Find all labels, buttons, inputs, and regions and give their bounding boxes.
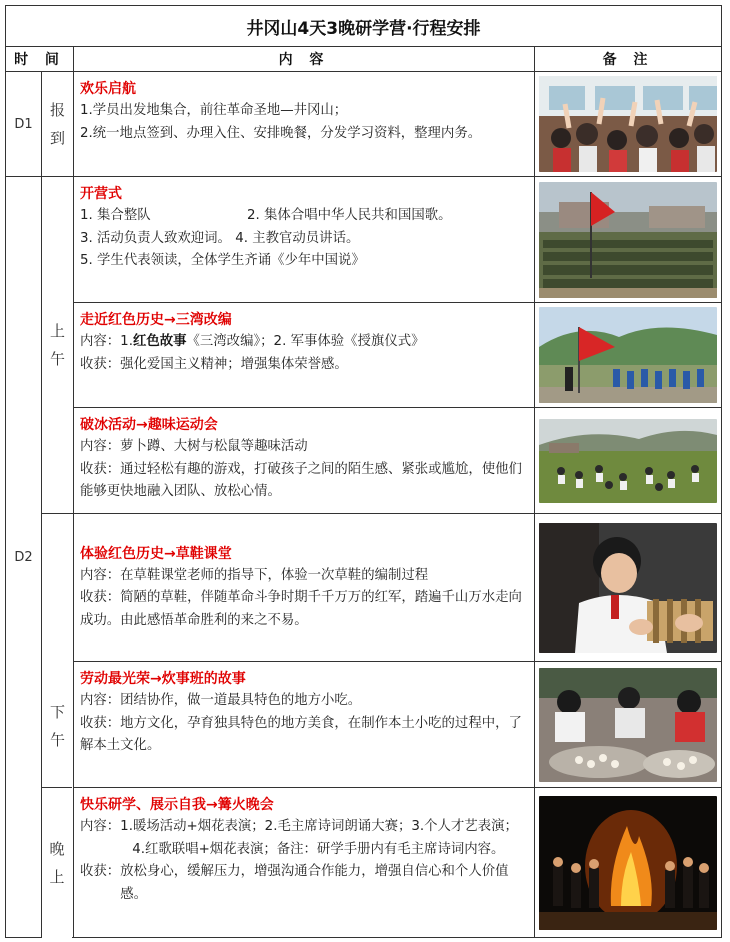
section-7	[74, 788, 535, 938]
day-d1: D1	[6, 72, 42, 177]
header-time: 时 间	[6, 47, 74, 72]
section-line: 1.学员出发地集合，前往革命圣地—井冈山；	[80, 103, 348, 118]
photo-cell	[535, 788, 722, 938]
field-games-photo	[539, 419, 717, 503]
section-title: 快乐研学、展示自我→篝火晚会	[80, 797, 274, 813]
bonfire-party-photo	[539, 796, 717, 930]
photo-cell	[535, 514, 722, 662]
section-line: 内容：萝卜蹲、大树与松鼠等趣味活动	[80, 439, 308, 454]
period-afternoon-label: 下午	[50, 702, 66, 749]
section-line	[80, 331, 528, 354]
section-line: 内容：团结协作，做一道最具特色的地方小吃。	[80, 693, 362, 708]
section-title: 走近红色历史→三湾改编	[80, 312, 232, 328]
period-morning	[42, 177, 74, 514]
period-morning-label: 上午	[50, 322, 66, 368]
section-5	[74, 514, 535, 662]
page-title: 井冈山4天3晚研学营·行程安排	[6, 6, 722, 47]
section-line: 内容：1.暖场活动+烟花表演；2.毛主席诗词朗诵大赛；3.个人才艺表演；4.红歌联唱+烟花表演；备注：研学手册内有毛主席诗词内容。	[80, 819, 518, 857]
period-evening	[42, 787, 72, 938]
section-title: 体验红色历史→草鞋课堂	[80, 545, 232, 562]
photo-cell	[535, 408, 722, 514]
section-title: 劳动最光荣→炊事班的故事	[80, 671, 246, 687]
period-checkin	[42, 72, 74, 177]
section-text: 内容：1.	[80, 334, 133, 349]
section-line: 收获：强化爱国主义精神；增强集体荣誉感。	[80, 356, 348, 372]
header-content: 内 容	[74, 47, 535, 72]
section-line-part: 2. 集体合唱中华人民共和国国歌。	[247, 208, 452, 223]
section-line: 2.统一地点签到、办理入住、安排晚餐，分发学习资料，整理内务。	[80, 125, 482, 141]
section-2	[74, 177, 535, 303]
section-line: 收获：通过轻松有趣的游戏，打破孩子之间的陌生感、紧张或尴尬，使他们能够更快地融入团队、放松心情。	[80, 461, 522, 499]
opening-ceremony-photo	[539, 182, 717, 298]
section-line: 5. 学生代表领读，全体学生齐诵《少年中国说》	[80, 253, 365, 268]
straw-sandal-class-photo	[539, 523, 717, 653]
section-text: 《三湾改编》；2. 军事体验《授旗仪式》	[186, 334, 425, 349]
section-line: 收获：简陋的草鞋，伴随革命斗争时期千千万万的红军，踏遍千山万水走向成功。由此感悟革命胜利的来之不易。	[80, 590, 522, 628]
section-line-part: 1. 集合整队	[80, 208, 151, 223]
section-line: 收获：地方文化，孕育独具特色的地方美食，在制作本土小吃的过程中，了解本土文化。	[80, 715, 522, 753]
section-1	[74, 72, 535, 177]
header-notes: 备 注	[535, 47, 722, 72]
section-3	[74, 303, 535, 408]
flag-ceremony-photo	[539, 307, 717, 403]
section-4	[74, 408, 535, 514]
section-title: 开营式	[80, 186, 122, 202]
section-line: 收获：放松身心，缓解压力，增强沟通合作能力，增强自信心和个人价值感。	[80, 864, 509, 902]
photo-cell	[535, 177, 722, 303]
section-line: 内容：在草鞋课堂老师的指导下，体验一次草鞋的编制过程	[80, 567, 429, 583]
period-checkin-label: 报到	[50, 101, 66, 147]
section-line: 3. 活动负责人致欢迎词。 4. 主教官动员讲话。	[80, 230, 360, 246]
photo-cell	[535, 303, 722, 408]
cooking-class-photo	[539, 668, 717, 782]
bus-departure-photo	[539, 76, 717, 172]
section-title: 欢乐启航	[80, 81, 136, 97]
day-d2: D2	[6, 177, 42, 938]
section-title: 破冰活动→趣味运动会	[80, 417, 218, 433]
section-text-bold: 红色故事	[132, 334, 187, 349]
section-6	[74, 662, 535, 788]
itinerary-table	[5, 5, 722, 938]
photo-cell	[535, 72, 722, 177]
photo-cell	[535, 662, 722, 788]
section-line	[80, 205, 528, 228]
period-evening-label: 晚上	[49, 840, 65, 886]
